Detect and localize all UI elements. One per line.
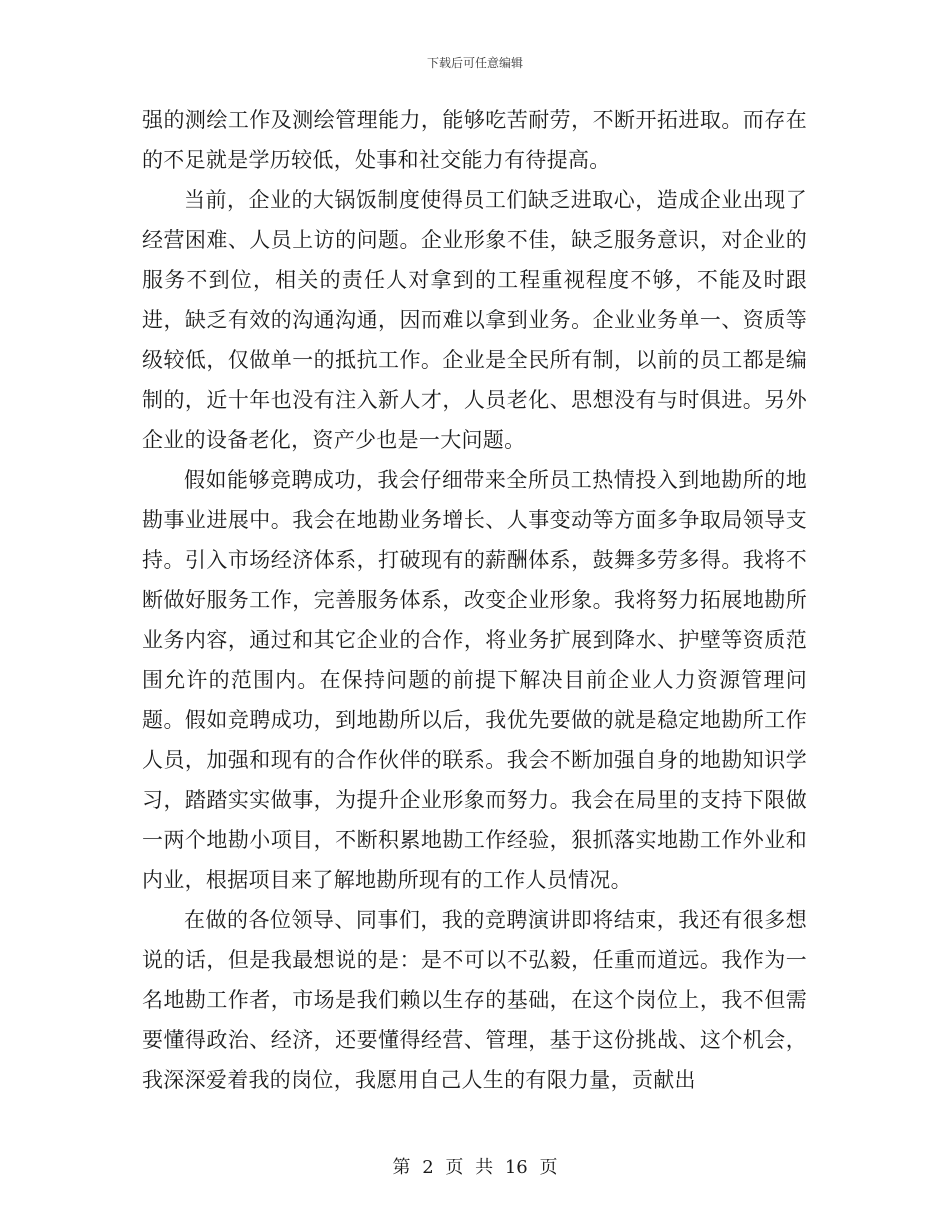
paragraph-closing: 在做的各位领导、同事们，我的竞聘演讲即将结束，我还有很多想说的话，但是我最想说的是：是不可以不弘毅，任重而道远。我作为一名地勘工作者，市场是我们赖以生存的基础，在这个岗位上，我不但需要懂得政治、经济，还要懂得经营、管理，基于这份挑战、这个机会，我深深爱着我的岗位，我愿用自己人生的有限力量，贡献出 [142, 908, 807, 1092]
document-body [142, 100, 807, 1100]
paragraph-current-situation: 当前，企业的大锅饭制度使得员工们缺乏进取心，造成企业出现了经营困难、人员上访的问题。企业形象不佳，缺乏服务意识，对企业的服务不到位，相关的责任人对拿到的工程重视程度不够，不能及时跟进，缺乏有效的沟通沟通，因而难以拿到业务。企业业务单一、资质等级较低，仅做单一的抵抗工作。企业是全民所有制，以前的员工都是编制的，近十年也没有注入新人才，人员老化、思想没有与时俱进。另外企业的设备老化，资产少也是一大问题。 [142, 188, 807, 452]
paragraph-continuation: 强的测绘工作及测绘管理能力，能够吃苦耐劳，不断开拓进取。而存在的不足就是学历较低，处事和社交能力有待提高。 [142, 108, 807, 172]
paragraph-plan: 假如能够竞聘成功，我会仔细带来全所员工热情投入到地勘所的地勘事业进展中。我会在地勘业务增长、人事变动等方面多争取局领导支持。引入市场经济体系，打破现有的薪酬体系，鼓舞多劳多得。我将不断做好服务工作，完善服务体系，改变企业形象。我将努力拓展地勘所业务内容，通过和其它企业的合作，将业务扩展到降水、护壁等资质范围允许的范围内。在保持问题的前提下解决目前企业人力资源管理问题。假如竞聘成功，到地勘所以后，我优先要做的就是稳定地勘所工作人员，加强和现有的合作伙伴的联系。我会不断加强自身的地勘知识学习，踏踏实实做事，为提升企业形象而努力。我会在局里的支持下限做一两个地勘小项目，不断积累地勘工作经验，狠抓落实地勘工作外业和内业，根据项目来了解地勘所现有的工作人员情况。 [142, 468, 807, 892]
page-header: 下载后可任意编辑 [426, 56, 523, 70]
page-number-footer: 第 2 页 共 16 页 [392, 1157, 558, 1178]
